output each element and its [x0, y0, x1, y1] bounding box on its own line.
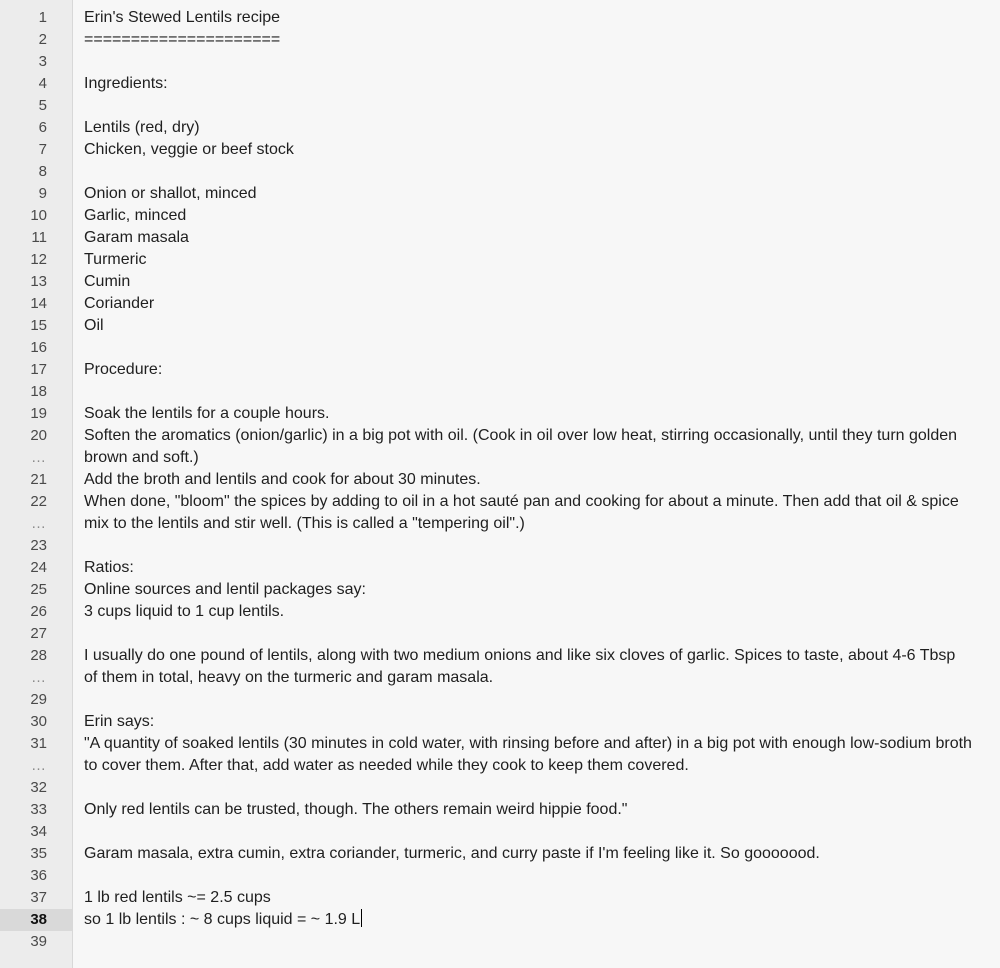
line-number: 34	[30, 823, 47, 840]
editor-line[interactable]	[0, 887, 1000, 909]
line-number: 32	[30, 779, 47, 796]
line-number: 25	[30, 581, 47, 598]
editor-line[interactable]	[0, 535, 1000, 557]
line-text[interactable]	[84, 161, 1000, 183]
editor-line[interactable]	[0, 29, 1000, 51]
editor-line[interactable]	[0, 271, 1000, 293]
wrap-indicator: …	[31, 757, 47, 774]
line-text[interactable]: 1 lb red lentils ~= 2.5 cups	[84, 889, 271, 906]
line-number: 15	[30, 317, 47, 334]
line-text[interactable]: Cumin	[84, 273, 131, 290]
line-text[interactable]	[84, 51, 1000, 73]
line-text[interactable]	[84, 95, 1000, 117]
line-text[interactable]	[84, 337, 1000, 359]
editor-line[interactable]	[0, 95, 1000, 117]
line-text[interactable]: Online sources and lentil packages say:	[84, 581, 366, 598]
editor-line[interactable]	[0, 645, 1000, 667]
line-text[interactable]	[84, 931, 1000, 953]
line-number: 2	[38, 31, 47, 48]
line-text[interactable]: =====================	[84, 31, 281, 48]
line-text[interactable]: Lentils (red, dry)	[84, 119, 200, 136]
line-text[interactable]: When done, "bloom" the spices by adding to oil in a hot sauté pan and cooking for about a minute. Then add that oil & spice	[84, 493, 959, 510]
wrap-indicator: …	[31, 669, 47, 686]
line-text[interactable]: Garlic, minced	[84, 207, 187, 224]
line-text[interactable]: Erin says:	[84, 713, 155, 730]
line-number: 26	[30, 603, 47, 620]
editor-line[interactable]	[0, 689, 1000, 711]
editor-line[interactable]	[0, 711, 1000, 733]
line-text[interactable]: Garam masala	[84, 229, 189, 246]
editor-line[interactable]	[0, 139, 1000, 161]
editor-line[interactable]	[0, 205, 1000, 227]
line-number: 38	[30, 911, 47, 928]
line-number: 10	[30, 207, 47, 224]
editor-line[interactable]	[0, 843, 1000, 865]
line-text[interactable]	[84, 623, 1000, 645]
text-cursor	[361, 909, 362, 927]
line-number: 9	[38, 185, 47, 202]
line-number: 20	[30, 427, 47, 444]
editor-line[interactable]	[0, 7, 1000, 29]
editor-line[interactable]	[0, 623, 1000, 645]
line-number: 35	[30, 845, 47, 862]
editor-line[interactable]	[0, 865, 1000, 887]
line-number: 36	[30, 867, 47, 884]
line-number: 3	[38, 53, 47, 70]
editor-content[interactable]	[0, 7, 1000, 953]
editor-line[interactable]	[0, 931, 1000, 953]
line-text[interactable]: Add the broth and lentils and cook for about 30 minutes.	[84, 471, 481, 488]
editor-line-wrap[interactable]	[0, 447, 1000, 469]
line-text[interactable]	[84, 777, 1000, 799]
editor-line[interactable]	[0, 117, 1000, 139]
line-text[interactable]: Turmeric	[84, 251, 147, 268]
editor-line[interactable]	[0, 425, 1000, 447]
line-text[interactable]	[84, 535, 1000, 557]
line-text[interactable]: Chicken, veggie or beef stock	[84, 141, 294, 158]
line-text[interactable]: so 1 lb lentils : ~ 8 cups liquid = ~ 1.9 L	[84, 911, 361, 928]
line-number: 22	[30, 493, 47, 510]
editor-line[interactable]	[0, 579, 1000, 601]
line-text[interactable]: Coriander	[84, 295, 155, 312]
editor-line-wrap[interactable]	[0, 667, 1000, 689]
line-number: 39	[30, 933, 47, 950]
editor-line[interactable]	[0, 601, 1000, 623]
line-text[interactable]: Onion or shallot, minced	[84, 185, 257, 202]
editor-line[interactable]	[0, 293, 1000, 315]
editor-line[interactable]	[0, 315, 1000, 337]
line-number: 13	[30, 273, 47, 290]
line-text[interactable]: Erin's Stewed Lentils recipe	[84, 9, 281, 26]
line-text[interactable]: I usually do one pound of lentils, along with two medium onions and like six cloves of garlic. Spices to taste, about 4-6 Tbsp	[84, 647, 956, 664]
line-number: 30	[30, 713, 47, 730]
editor-line[interactable]	[0, 733, 1000, 755]
line-number: 6	[38, 119, 47, 136]
editor-line[interactable]	[0, 73, 1000, 95]
line-text-wrapped[interactable]: mix to the lentils and stir well. (This is called a "tempering oil".)	[84, 515, 525, 532]
line-number: 33	[30, 801, 47, 818]
line-number: 7	[38, 141, 47, 158]
line-text[interactable]: Only red lentils can be trusted, though. The others remain weird hippie food."	[84, 801, 628, 818]
line-number: 12	[30, 251, 47, 268]
line-number: 31	[30, 735, 47, 752]
line-text[interactable]: Oil	[84, 317, 104, 334]
editor-line[interactable]	[0, 183, 1000, 205]
editor-line[interactable]	[0, 799, 1000, 821]
line-text[interactable]	[84, 689, 1000, 711]
line-number: 37	[30, 889, 47, 906]
line-number: 29	[30, 691, 47, 708]
line-number: 14	[30, 295, 47, 312]
editor-line[interactable]	[0, 337, 1000, 359]
editor-line[interactable]	[0, 381, 1000, 403]
editor-line[interactable]	[0, 51, 1000, 73]
line-number: 17	[30, 361, 47, 378]
editor-line[interactable]	[0, 227, 1000, 249]
line-number: 19	[30, 405, 47, 422]
line-number: 8	[38, 163, 47, 180]
line-number: 18	[30, 383, 47, 400]
line-text[interactable]: Procedure:	[84, 361, 163, 378]
editor-line[interactable]	[0, 777, 1000, 799]
line-text[interactable]	[84, 381, 1000, 403]
line-number: 21	[30, 471, 47, 488]
line-text-wrapped[interactable]: of them in total, heavy on the turmeric and garam masala.	[84, 669, 494, 686]
editor-line-wrap[interactable]	[0, 755, 1000, 777]
editor-line-wrap[interactable]	[0, 513, 1000, 535]
editor-line[interactable]	[0, 161, 1000, 183]
line-number: 23	[30, 537, 47, 554]
editor-line[interactable]	[0, 491, 1000, 513]
editor-line[interactable]	[0, 909, 1000, 931]
line-text[interactable]	[84, 865, 1000, 887]
editor-line[interactable]	[0, 359, 1000, 381]
line-number: 27	[30, 625, 47, 642]
editor-line[interactable]	[0, 469, 1000, 491]
line-number: 28	[30, 647, 47, 664]
line-text[interactable]: Ratios:	[84, 559, 134, 576]
line-text[interactable]	[84, 821, 1000, 843]
line-number: 24	[30, 559, 47, 576]
line-number: 1	[38, 9, 47, 26]
wrap-indicator: …	[31, 515, 47, 532]
line-number: 5	[38, 97, 47, 114]
line-text[interactable]: Soften the aromatics (onion/garlic) in a big pot with oil. (Cook in oil over low heat, stirring occasionally, until they turn golden	[84, 427, 958, 444]
editor-line[interactable]	[0, 821, 1000, 843]
wrap-indicator: …	[31, 449, 47, 466]
line-number: 4	[38, 75, 47, 92]
line-text[interactable]: "A quantity of soaked lentils (30 minutes in cold water, with rinsing before and after) in a big pot with enough low-sodium broth	[84, 735, 972, 752]
line-number: 11	[31, 229, 47, 246]
line-text[interactable]: 3 cups liquid to 1 cup lentils.	[84, 603, 285, 620]
line-text[interactable]: Ingredients:	[84, 75, 168, 92]
line-text[interactable]: Soak the lentils for a couple hours.	[84, 405, 330, 422]
editor-line[interactable]	[0, 403, 1000, 425]
line-text-wrapped[interactable]: to cover them. After that, add water as needed while they cook to keep them covered.	[84, 757, 689, 774]
line-number: 16	[30, 339, 47, 356]
editor-line[interactable]	[0, 249, 1000, 271]
line-text-wrapped[interactable]: brown and soft.)	[84, 449, 199, 466]
editor-line[interactable]	[0, 557, 1000, 579]
line-text[interactable]: Garam masala, extra cumin, extra coriander, turmeric, and curry paste if I'm feeling like it. So gooooood.	[84, 845, 820, 862]
